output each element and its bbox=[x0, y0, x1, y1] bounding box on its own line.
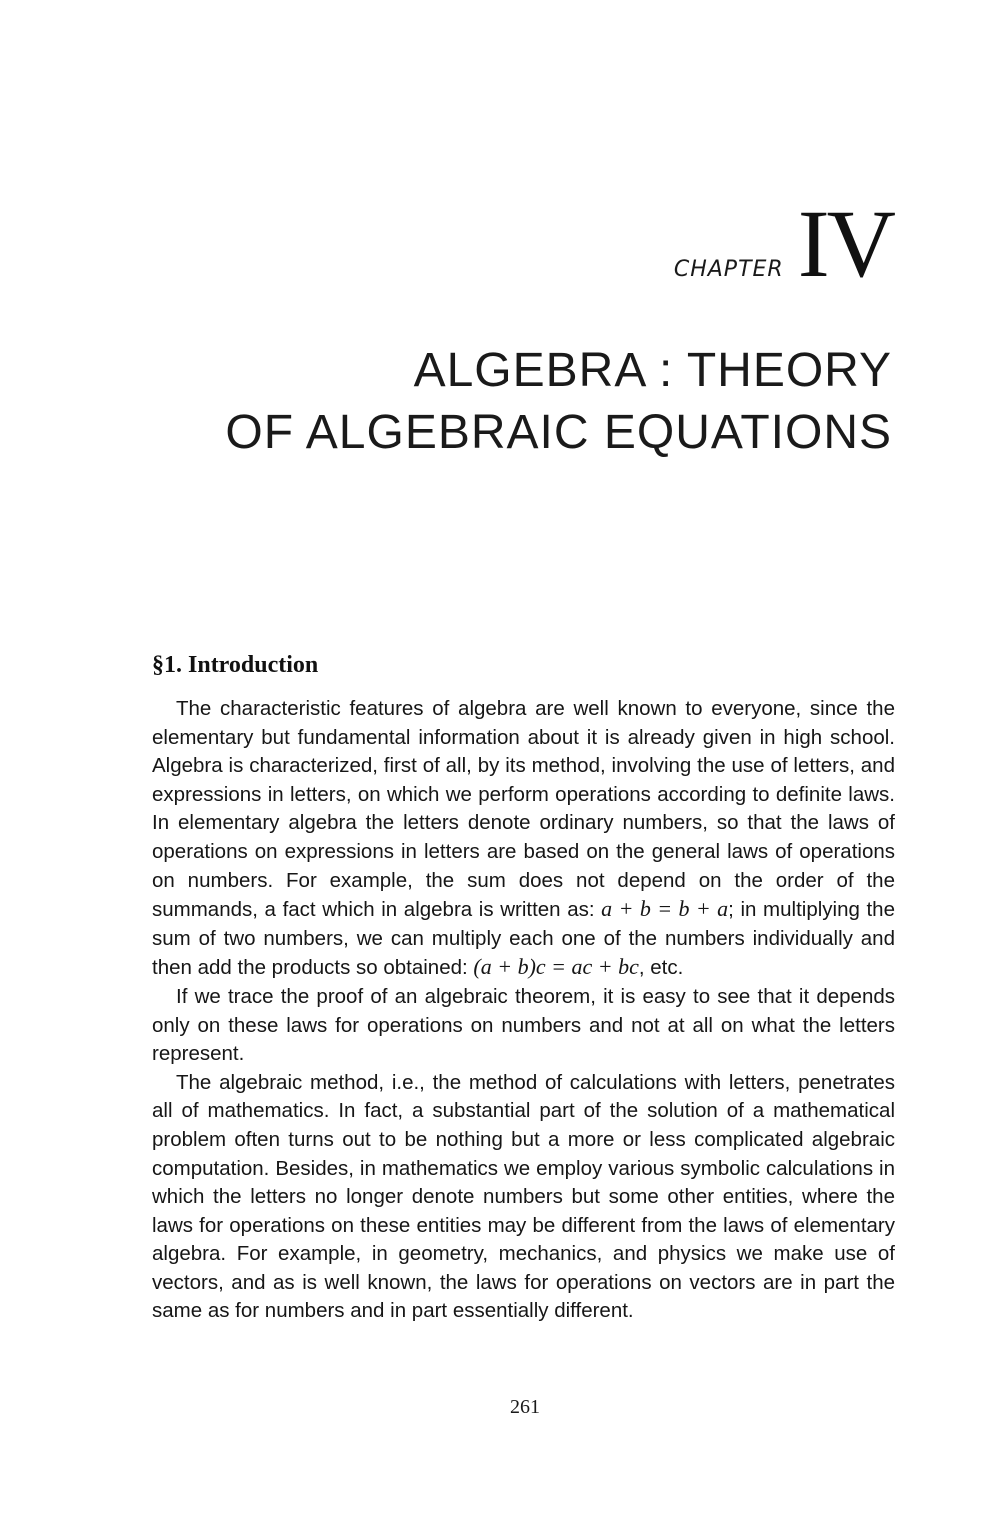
page-number: 261 bbox=[510, 1396, 540, 1418]
body-text bbox=[152, 695, 895, 1326]
chapter-title bbox=[225, 340, 892, 464]
paragraph-2: If we trace the proof of an algebraic theorem, it is easy to see that it depends only on these laws for operations on numbers and not at all on what the letters represent. bbox=[152, 984, 895, 1066]
paragraph-3: The algebraic method, i.e., the method of calculations with letters, penetrates all of mathematics. In fact, a substantial part of the solution of a mathematical problem often turns out to be nothing but a more or less complicated algebraic computation. Besides, in mathematics we employ various symbolic calculations in which the letters no longer denote numbers but some other entities, where the laws for operations on these entities may be different from the laws of elementary algebra. For example, in geometry, mechanics, and physics we make use of vectors, and as is well known, the laws for operations on vectors are in part the same as for numbers and in part essentially different. bbox=[152, 1070, 895, 1323]
chapter-number: IV bbox=[797, 190, 893, 297]
formula-commutative: a + b = b + a bbox=[601, 896, 729, 922]
chapter-label: CHAPTER bbox=[673, 257, 784, 282]
paragraph-1-text-a: The characteristic features of algebra are well known to everyone, since the elementary but fundamental information about it is already given in high school. Algebra is characterized, first of all, by its method, involving the use of letters, and expressions in letters, on which we perform operations according to definite laws. In elementary algebra the letters denote ordinary numbers, so that the laws of operations on expressions in letters are based on the general laws of operations on numbers. For example, the sum does not depend on the order of the summands, a fact which in algebra is written as: bbox=[152, 697, 895, 922]
paragraph-1 bbox=[152, 695, 895, 983]
section-heading: §1. Introduction bbox=[152, 652, 319, 678]
paragraph-1-text-c: , etc. bbox=[638, 956, 684, 980]
formula-distributive: (a + b)c = ac + bc bbox=[473, 954, 639, 980]
chapter-header bbox=[673, 190, 893, 297]
chapter-title-line-2: OF ALGEBRAIC EQUATIONS bbox=[225, 406, 892, 459]
paragraph-1-text-b: ; in multiplying the sum of two numbers, we can multiply each one of the numbers individually and then add the products so obtained: bbox=[152, 898, 895, 980]
chapter-title-line-1: ALGEBRA : THEORY bbox=[413, 344, 892, 397]
